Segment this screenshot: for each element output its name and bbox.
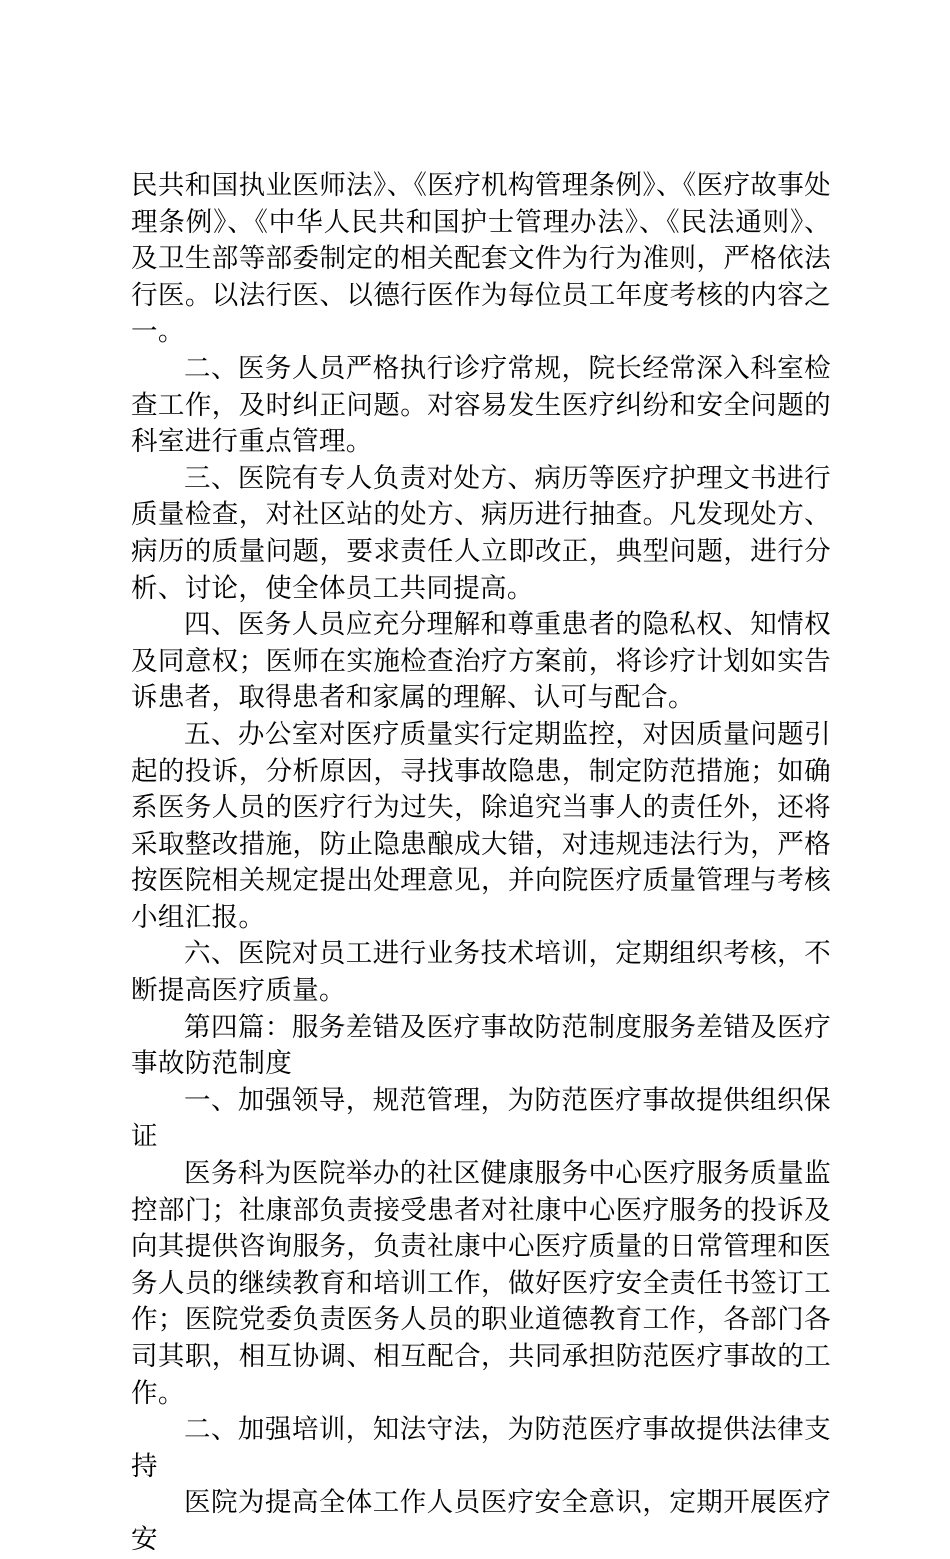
paragraph-item-six: 六、医院对员工进行业务技术培训，定期组织考核，不断提高医疗质量。: [131, 938, 831, 1007]
section-title-part-four: 第四篇：服务差错及医疗事故防范制度服务差错及医疗事故防范制度: [131, 1011, 831, 1080]
paragraph-item-two: 二、医务人员严格执行诊疗常规，院长经常深入科室检查工作，及时纠正问题。对容易发生医疗纠纷和安全问题的科室进行重点管理。: [131, 352, 831, 458]
paragraph-laws-continued: 民共和国执业医师法》、《医疗机构管理条例》、《医疗故事处理条例》、《中华人民共和国护士管理办法》、《民法通则》、及卫生部等部委制定的相关配套文件为行为准则，严格依法行医。以法行医、以德行医作为每位员工年度考核的内容之一。: [131, 170, 831, 348]
paragraph-medical-department: 医务科为医院举办的社区健康服务中心医疗服务质量监控部门；社康部负责接受患者对社康中心医疗服务的投诉及向其提供咨询服务，负责社康中心医疗质量的日常管理和医务人员的继续教育和培训工作，做好医疗安全责任书签订工作；医院党委负责医务人员的职业道德教育工作，各部门各司其职，相互协调、相互配合，共同承担防范医疗事故的工作。: [131, 1158, 831, 1409]
document-page: [131, 168, 831, 1559]
paragraph-item-four: 四、医务人员应充分理解和尊重患者的隐私权、知情权及同意权；医师在实施检查治疗方案前，将诊疗计划如实告诉患者，取得患者和家属的理解、认可与配合。: [131, 609, 831, 714]
paragraph-item-three: 三、医院有专人负责对处方、病历等医疗护理文书进行质量检查，对社区站的处方、病历进行抽查。凡发现处方、病历的质量问题，要求责任人立即改正，典型问题，进行分析、讨论，使全体员工共同提高。: [131, 462, 831, 604]
paragraph-item-five: 五、办公室对医疗质量实行定期监控，对因质量问题引起的投诉，分析原因，寻找事故隐患，制定防范措施；如确系医务人员的医疗行为过失，除追究当事人的责任外，还将采取整改措施，防止隐患酿成大错，对违规违法行为，严格按医院相关规定提出处理意见，并向院医疗质量管理与考核小组汇报。: [131, 718, 831, 933]
paragraph-safety-awareness: 医院为提高全体工作人员医疗安全意识，定期开展医疗安: [131, 1487, 831, 1555]
subheading-training: 二、加强培训，知法守法，为防范医疗事故提供法律支持: [131, 1414, 831, 1482]
subheading-leadership: 一、加强领导，规范管理，为防范医疗事故提供组织保证: [131, 1084, 831, 1153]
